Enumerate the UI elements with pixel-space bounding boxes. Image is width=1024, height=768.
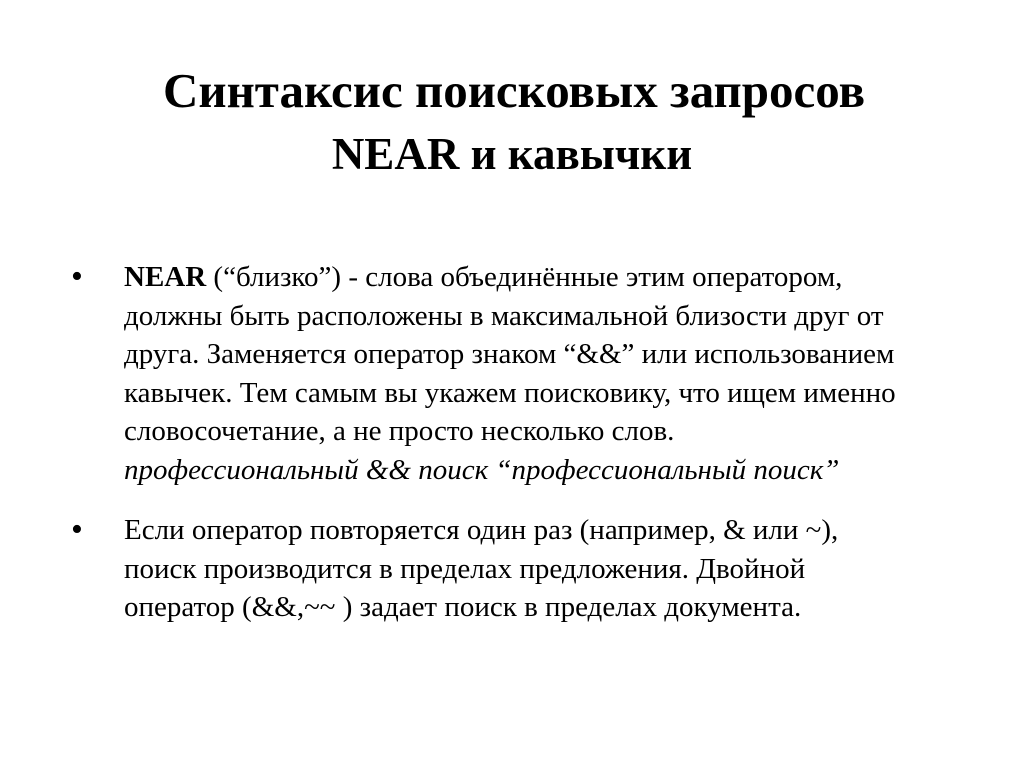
bullet-line [124, 258, 994, 297]
bullet-line: Если оператор повторяется один раз (например, & или ~), [124, 514, 839, 546]
bullet-line: кавычек. Тем самым вы укажем поисковику, что ищем именно [124, 376, 896, 409]
bullet-item-operator-repeat [0, 511, 1024, 627]
bullet-line: друга. Заменяется оператор знаком “&&” или использованием [124, 338, 895, 370]
example-query: профессиональный && поиск “профессиональный поиск” [124, 453, 840, 486]
bullet-dot-icon: • [71, 258, 83, 295]
bullet-item-near [0, 258, 1024, 489]
title-line-2: NEAR и кавычки [331, 129, 693, 179]
bullet-line: словосочетание, а не просто несколько слов. [124, 415, 675, 447]
bullet-line: поиск производится в пределах предложения. Двойной [124, 552, 806, 585]
bullet-line: должны быть расположены в максимальной близости друг от [124, 299, 884, 332]
bullet-dot-icon: • [71, 511, 83, 548]
bullet-line: оператор (&&,~~ ) задает поиск в пределах документа. [124, 591, 802, 623]
title-line-1: Синтаксис поисковых запросов [162, 63, 866, 118]
slide-title [0, 58, 1024, 184]
near-term: NEAR [124, 261, 207, 293]
bullet-line-text: (“близко”) - слова объединённые этим оператором, [206, 261, 843, 293]
bullet-list [0, 258, 1024, 627]
